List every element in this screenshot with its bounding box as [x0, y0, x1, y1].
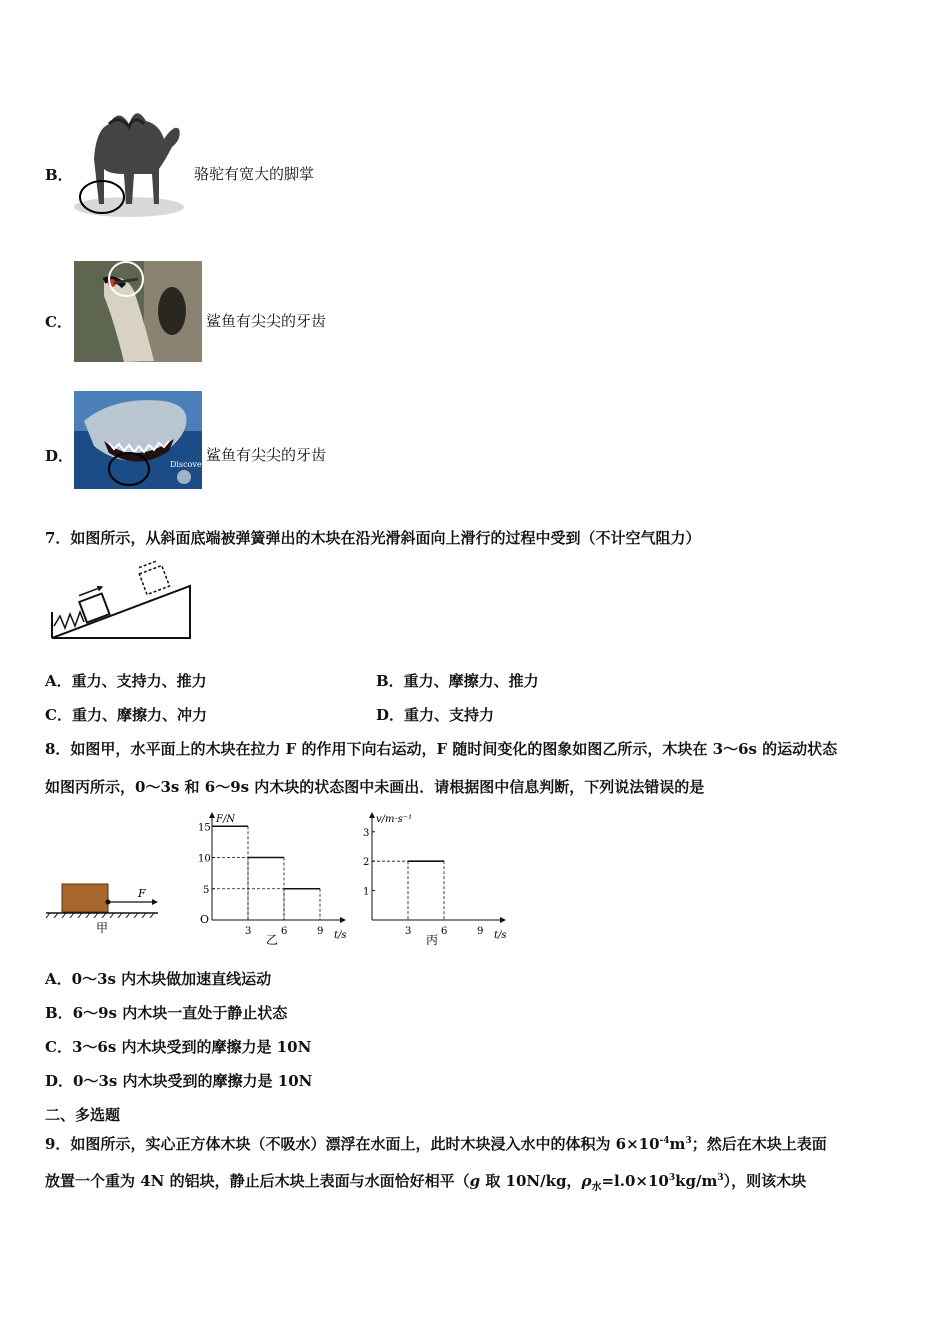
q8-chart-bing: [352, 812, 512, 950]
q9-g: g: [469, 1172, 481, 1190]
q9-sup3: 3: [668, 1173, 676, 1183]
chart-yi-y-tick-2: 15: [198, 822, 211, 834]
option-d-text: 鲨鱼有尖尖的牙齿: [206, 446, 327, 464]
section-title: 二、多选题: [45, 1106, 121, 1124]
q9-line2-b: 取 10N/kg，: [480, 1172, 582, 1190]
chart-bing-xlabel: t/s: [494, 930, 507, 941]
q8-option-d: D．0～3s 内木块受到的摩擦力是 10N: [45, 1072, 313, 1090]
option-b-text: 骆驼有宽大的脚掌: [194, 165, 315, 183]
chart-bing-x-tick-0: 3: [405, 926, 412, 937]
fig-jia-caption: 甲: [96, 921, 109, 935]
q7-option-c: C．重力、摩擦力、冲力: [45, 706, 207, 724]
option-c-letter: C．: [45, 313, 72, 331]
chart-bing-x-tick-2: 9: [477, 926, 484, 937]
force-label: F: [138, 887, 146, 900]
chart-yi-x-tick-0: 3: [245, 926, 252, 937]
q7-option-a: A．重力、支持力、推力: [45, 672, 207, 690]
q8-option-b: B．6～9s 内木块一直处于静止状态: [45, 1004, 288, 1022]
q9-line2-c: =l.0×10: [601, 1172, 669, 1190]
q9-line2-a: 放置一个重为 4N 的铝块，静止后木块上表面与水面恰好相平（: [45, 1172, 470, 1190]
q7-option-d: D．重力、支持力: [376, 706, 495, 724]
q9-line1-a: 9．如图所示，实心正方体木块（不吸水）漂浮在水面上，此时木块浸入水中的体积为 6×10: [45, 1135, 660, 1153]
chart-bing-y-tick-2: 3: [363, 827, 370, 839]
chart-yi-y-tick-1: 10: [198, 853, 211, 865]
camel-photo: [74, 99, 184, 219]
q8-fig-jia: [46, 876, 166, 938]
chart-bing-title: 丙: [426, 933, 439, 947]
chart-yi-xlabel: t/s: [334, 930, 347, 941]
q9-sup1: -4: [659, 1136, 670, 1146]
q8-option-c: C．3～6s 内木块受到的摩擦力是 10N: [45, 1038, 312, 1056]
q9-rho: ρ: [581, 1172, 592, 1190]
q9-line2-e: ），则该木块: [723, 1172, 807, 1190]
q9-line2-d: kg/m: [675, 1172, 718, 1190]
q8-stem-line1: 8．如图甲，水平面上的木块在拉力 F 的作用下向右运动，F 随时间变化的图象如图乙所示，木块在 3～6s 的运动状态: [45, 740, 838, 758]
chart-bing-y-tick-1: 2: [363, 857, 370, 869]
chart-bing-x-tick-1: 6: [441, 926, 448, 937]
chart-yi-x-tick-2: 9: [317, 926, 324, 937]
q7-option-b: B．重力、摩擦力、推力: [376, 672, 539, 690]
option-b-letter: B．: [45, 166, 73, 184]
chart-yi-x-arrow: [340, 917, 346, 923]
chart-yi-x-tick-1: 6: [281, 926, 288, 937]
option-c-text: 鲨鱼有尖尖的牙齿: [206, 312, 327, 330]
q9-sup2: 3: [685, 1136, 692, 1146]
chart-yi-y-tick-0: 5: [203, 884, 210, 896]
q9-sup4: 3: [717, 1173, 724, 1183]
chart-yi-y-arrow: [209, 812, 215, 818]
discovery-logo-text: Discovery: [170, 460, 210, 469]
chart-yi-ylabel: F/N: [216, 814, 236, 825]
chart-yi-origin: O: [200, 913, 210, 926]
chart-bing-ylabel: v/m·s⁻¹: [376, 814, 413, 825]
chart-yi-title: 乙: [266, 933, 279, 947]
chart-bing-y-tick-0: 1: [363, 886, 370, 898]
q8-chart-yi: [192, 812, 352, 950]
q9-line2: [45, 1168, 806, 1198]
q7-stem: 7．如图所示，从斜面底端被弹簧弹出的木块在沿光滑斜面向上滑行的过程中受到（不计空气阻力）: [45, 529, 701, 547]
q8-option-a: A．0～3s 内木块做加速直线运动: [45, 970, 272, 988]
q8-stem-line2: 如图丙所示，0～3s 和 6～9s 内木块的状态图中未画出．请根据图中信息判断，下列说法错误的是: [45, 778, 705, 796]
q9-line1: [45, 1131, 827, 1154]
chart-bing-y-arrow: [369, 812, 375, 818]
q9-line1-b: m: [669, 1135, 686, 1153]
shark-photo: [74, 391, 210, 489]
option-d-letter: D．: [45, 447, 74, 465]
q9-line1-c: ；然后在木块上表面: [691, 1135, 827, 1153]
q7-incline-figure: [48, 562, 196, 644]
chart-bing-x-arrow: [500, 917, 506, 923]
q9-sub-water: 水: [591, 1182, 602, 1193]
woodpecker-photo: [74, 261, 202, 362]
